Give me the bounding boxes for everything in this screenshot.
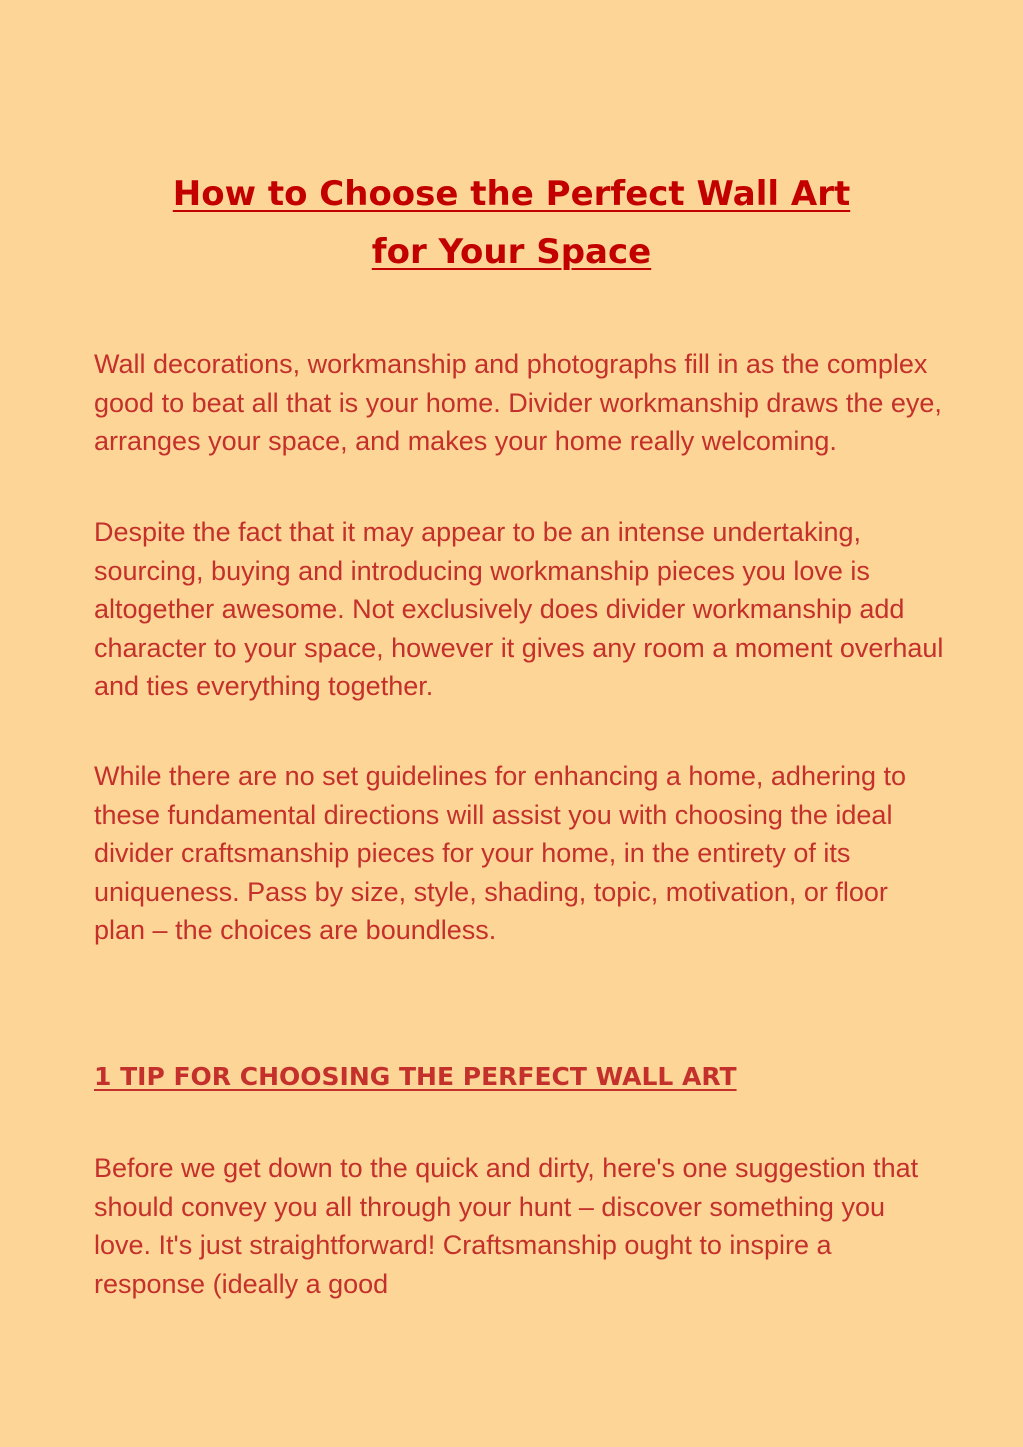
page-title xyxy=(60,165,963,281)
section-paragraph: Before we get down to the quick and dirty, here's one suggestion that should convey you all through your hunt – discover something you love. It's just straightforward! Craftsmanship ought to inspire a response (ideally a good xyxy=(94,1153,919,1299)
body-paragraph-3: While there are no set guidelines for enhancing a home, adhering to these fundamental directions will assist you with choosing the ideal divider craftsmanship pieces for your home, in the entirety of its uniqueness. Pass by size, style, shading, topic, motivation, or floor plan – the choices are boundless. xyxy=(94,761,907,945)
page-title-line-2: for Your Space xyxy=(371,232,652,272)
page-title-line-1: How to Choose the Perfect Wall Art xyxy=(172,174,851,214)
body-paragraph-2: Despite the fact that it may appear to be an intense undertaking, sourcing, buying and introducing workmanship pieces you love is altogether awesome. Not exclusively does divider workmanship add character to your space, however it gives any room a moment overhaul and ties everything together. xyxy=(94,517,944,701)
section-heading: 1 TIP FOR CHOOSING THE PERFECT WALL ART xyxy=(94,1062,737,1091)
intro-paragraph: Wall decorations, workmanship and photographs fill in as the complex good to beat all that is your home. Divider workmanship draws the eye, arranges your space, and makes your home really welcoming. xyxy=(94,349,942,456)
